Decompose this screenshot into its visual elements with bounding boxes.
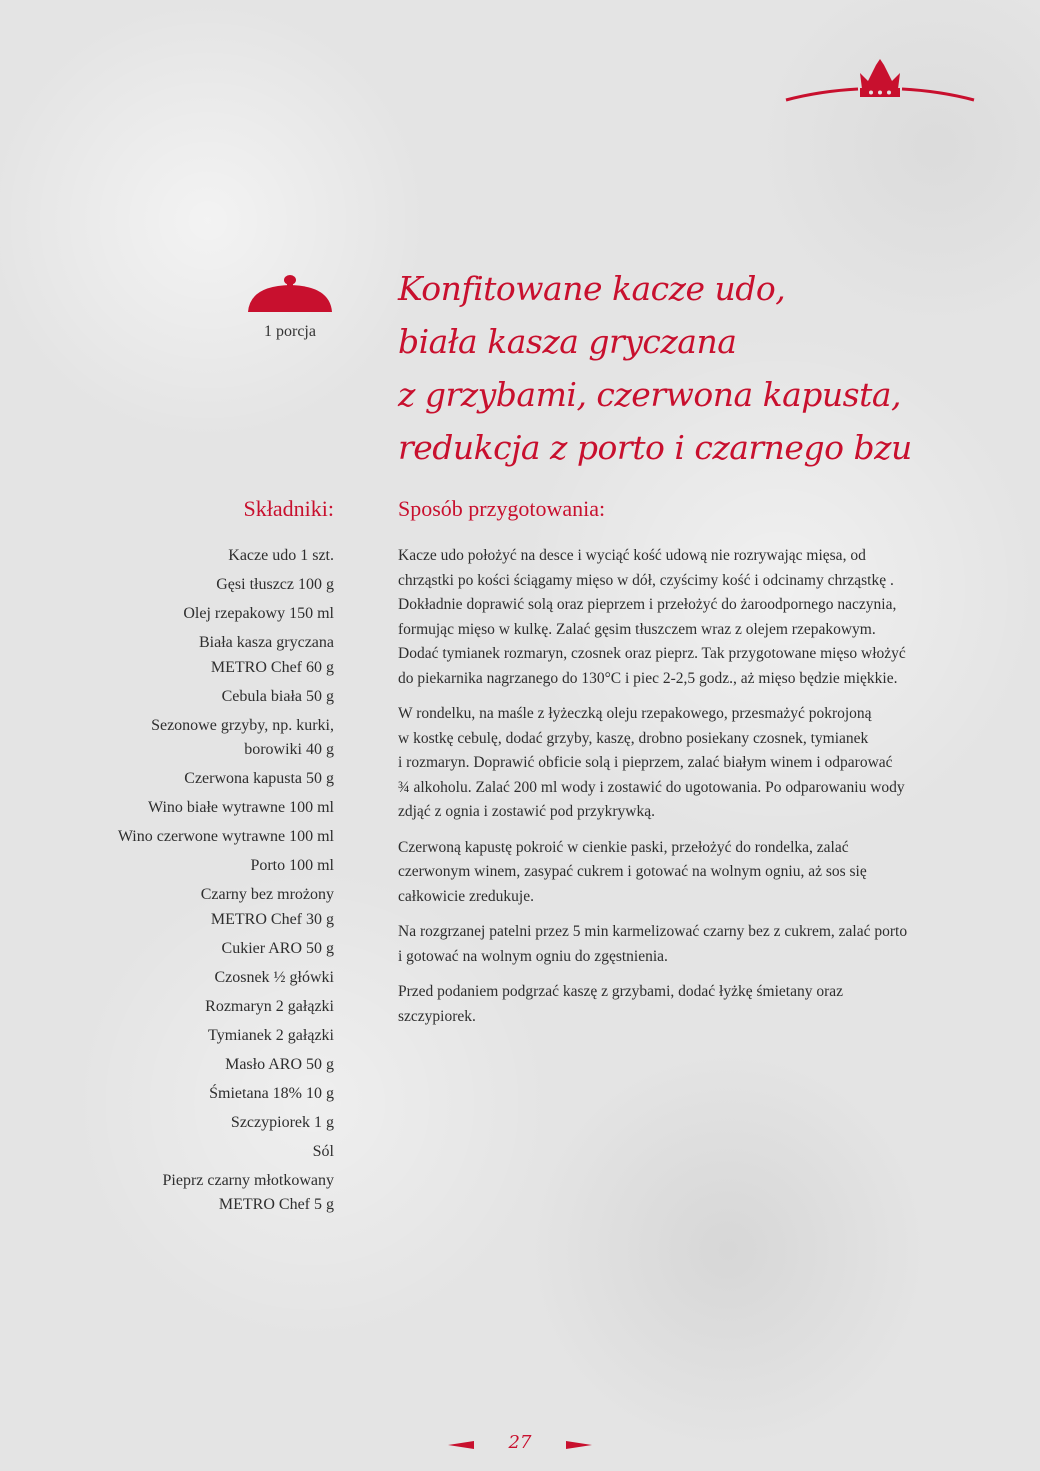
preparation-paragraph: W rondelku, na maśle z łyżeczką oleju rzepakowego, przesmażyć pokrojoną w kostkę cebulę, dodać grzyby, kaszę, drobno posiekany czosnek, tymianek i rozmaryn. Doprawić obficie solą i pieprzem, zalać białym winem i odparować ¾ alkoholu. Zalać 200 ml wody i zostawić do ugotowania. Po odparowaniu wody zdjąć z ognia i zostawić pod przykrywką. [398,705,905,820]
preparation-text [398,544,978,1040]
preparation-paragraph: Czerwoną kapustę pokroić w cienkie paski, przełożyć do rondelka, zalać czerwonym winem, zasypać cukrem i gotować na wolnym ogniu, aż sos się całkowicie zredukuje. [398,838,867,905]
ingredient-item: Cebula biała 50 g [221,687,334,705]
preparation-paragraph: Na rozgrzanej patelni przez 5 min karmelizować czarny bez z cukrem, zalać porto i gotować na wolnym ogniu do zgęstnienia. [398,923,908,965]
ingredient-item: Czosnek ½ główki [214,968,334,986]
recipe-title [398,262,998,474]
page-number: 27 [508,1432,532,1453]
ingredients-list [80,544,334,1222]
arrow-right-icon [566,1440,592,1450]
ingredient-item: Czerwona kapusta 50 g [184,770,334,787]
title-line: Konfitowane kacze udo, [398,269,786,308]
ingredient-item: Tymianek 2 gałązki [208,1026,334,1044]
crown-logo [780,55,980,110]
crown-icon [780,55,980,110]
title-line: redukcja z porto i czarnego bzu [398,428,912,467]
ingredient-item: Gęsi tłuszcz 100 g [216,576,334,593]
ingredient-item: Sól [312,1142,334,1160]
preparation-paragraph: Kacze udo położyć na desce i wyciąć kość udową nie rozrywając mięsa, od chrząstki po kości ściągamy mięso w dół, czyścimy kość i odcinamy chrząstkę . Dokładnie doprawić solą oraz pieprzem i przełożyć do żaroodpornego naczynia, formując mięso w kulkę. Zalać gęsim tłuszczem wraz z olejem rzepakowym. Dodać tymianek rozmaryn, czosnek oraz pieprz. Tak przygotowane mięso włożyć do piekarnika nagrzanego do 130°C i piec 2-2,5 godz., aż mięso będzie miękkie. [398,547,906,687]
ingredient-item: Rozmaryn 2 gałązki [205,997,334,1015]
ingredient-item: Kacze udo 1 szt. [228,547,334,564]
ingredients-heading: Składniki: [243,496,334,521]
ingredient-item: Masło ARO 50 g [225,1055,334,1073]
ingredient-item: Pieprz czarny młotkowany METRO Chef 5 g [162,1171,334,1213]
ingredient-item: Sezonowe grzyby, np. kurki, borowiki 40 g [151,716,334,758]
portion-label: 1 porcja [264,323,316,340]
portion-block [246,272,334,316]
ingredient-item: Porto 100 ml [250,857,334,874]
ingredient-item: Śmietana 18% 10 g [209,1084,334,1102]
title-line: z grzybami, czerwona kapusta, [398,375,902,414]
preparation-heading: Sposób przygotowania: [398,496,606,521]
ingredient-item: Wino czerwone wytrawne 100 ml [117,828,334,845]
ingredient-item: Biała kasza gryczana METRO Chef 60 g [198,634,334,676]
title-line: biała kasza gryczana [398,322,737,361]
preparation-paragraph: Przed podaniem podgrzać kaszę z grzybami, dodać łyżkę śmietany oraz szczypiorek. [398,983,844,1025]
ingredient-item: Szczypiorek 1 g [230,1113,334,1131]
ingredient-item: Olej rzepakowy 150 ml [183,605,334,622]
ingredient-item: Wino białe wytrawne 100 ml [148,799,334,816]
ingredient-item: Cukier ARO 50 g [221,939,334,957]
ingredient-item: Czarny bez mrożony METRO Chef 30 g [200,886,334,928]
cloche-icon [246,272,334,316]
page-footer [448,1432,592,1456]
